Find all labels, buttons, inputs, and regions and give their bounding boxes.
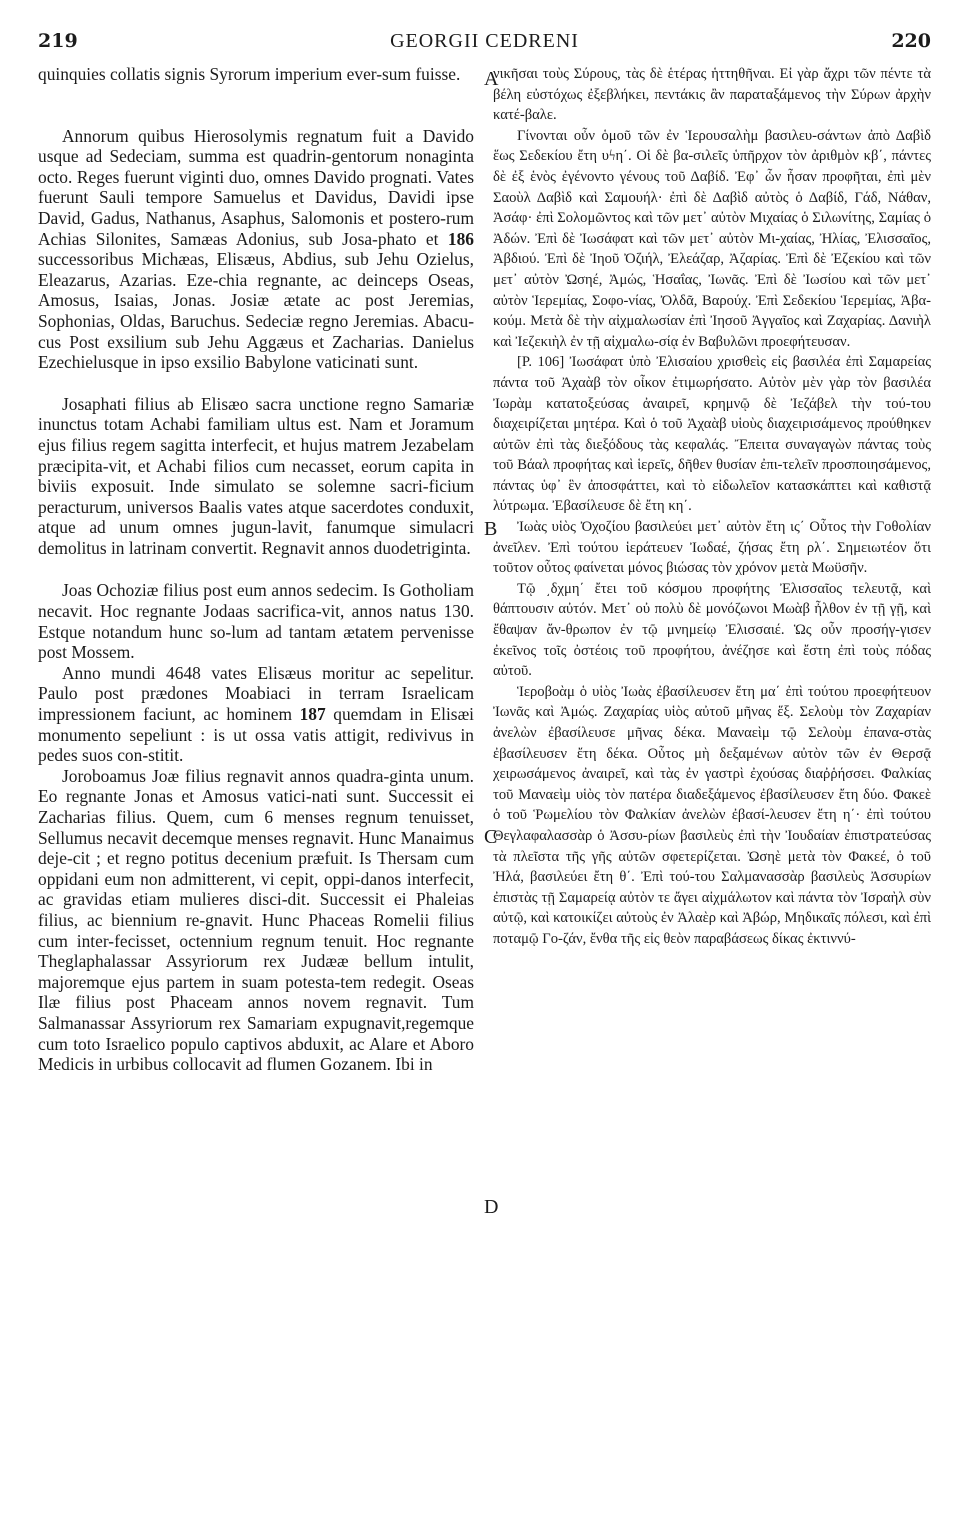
right-page-number: 220 [891, 30, 931, 52]
latin-column [38, 64, 474, 1075]
left-page-number: 219 [38, 30, 78, 52]
text-columns [38, 64, 931, 1218]
margin-number-187: 187 [299, 704, 326, 725]
greek-column [493, 64, 931, 1075]
greek-paragraph-3: [P. 106] Ἰωσάφατ ὑπὸ Ἐλισαίου χρισθεὶς εἰς βασιλέα ἐπὶ Σαμαρείας πάντα τοῦ Ἀχαὰβ τὸν οἶκον ἐτιμωρήσατο. Αὐτὸν μὲν γὰρ τὸν βασιλέα Ἰωρὰμ κατατοξεύσας ἀναιρεῖ, κρημνῷ δὲ Ἰεζάβελ τὴν τού-του διαχειρίζεται μητέρα. Καὶ ὁ τοῦ Ἀχαὰβ υἱοὺς διαχειρισάμενος προύθηκεν αὐτῶν ἐπὶ τὰς διεξόδους τὰς κεφαλάς. Ἔπειτα συναγαγὼν πάντας τοὺς τοῦ Βάαλ προφήτας καὶ ἱερεῖς, δῆθεν θυσίαν ἐπι-τελεῖν προσποιησάμενος, πάντας ὑφ᾽ ἓν ἀποσφάττει, καὶ τὸ εἰδωλεῖον κατασκάπτει καὶ καθιστᾷ λύτρωμα. Ἐβασίλευσε δὲ ἔτη κη΄. [493, 354, 931, 515]
latin-paragraph-2-rest: successoribus Michæas, Elisæus, Abdius, sub Jehu Ozielus, Eleazarus, Azarias. Eze-chia regnante, ac deinceps Oseas, Amosus, Isaias, Jonas. Josiæ ætate ac post Jeremias, Sophonias, Oldas, Baruchus. Sedeciæ regno Jeremias. Abacu-cus Post exsilium sub Jehu Aggæus et Zacharias. Danielus Ezechielusque in ipso exsilio Babylone vaticinati sunt. [38, 249, 474, 373]
margin-number-186: 186 [447, 228, 474, 249]
greek-paragraph-2: Γίνονται οὖν ὁμοῦ τῶν ἐν Ἱερουσαλὴμ βασιλευ-σάντων ἀπὸ Δαβὶδ ἕως Σεδεκίου ἔτη υϟη΄. Οἱ δὲ βα-σιλεῖς ὑπῆρχον τὸν ἀριθμὸν κβ΄, πάντες δὲ ἐξ ἑνὸς ἐγένοντο γένους τοῦ Δαβίδ. Ἐφ᾽ ὧν ἦσαν προφῆται, ἐπὶ μὲν Σαοὺλ Δαβὶδ καὶ Σαμουήλ· ἐπὶ δὲ Δαβὶδ αὐτὸς ὁ Δαβίδ, Γάδ, Νάθαν, Ἀσάφ· ἐπὶ Σολομῶντος καὶ τῶν μετ᾽ αὐτὸν Μιχαίας ὁ Σιλωνίτης, Σαμίας ὁ Ἀδών. Ἐπὶ δὲ Ἰωσάφατ καὶ τῶν μετ᾽ αὐτὸν Μι-χαίας, Ἠλίας, Ἐλισσαῖος, Ἀβδιού. Ἐπὶ δὲ Ἰηοῦ Ὀζιήλ, Ἐλεάζαρ, Ἀζαρίας. Ἐπὶ δὲ Ἐζεκίου καὶ τῶν μετ᾽ αὐτὸν Ὠσηέ, Ἀμώς, Ἡσαΐας, Ἰωνᾶς. Ἐπὶ δὲ Ἰωσίου καὶ τῶν μετ᾽ αὐτὸν Ἱερεμίας, Σοφο-νίας, Ὀλδᾶ, Βαρούχ. Ἐπὶ Σεδεκίου Ἱερεμίας, Ἀβα-κούμ. Μετὰ δὲ τὴν αἰχμαλωσίαν ἐπὶ Ἰησοῦ Ἀγγαῖος καὶ Ζαχαρίας. Δανιὴλ καὶ Ἰεζεκιὴλ ἐν τῇ αἰχμαλω-σίᾳ ἐν Βαβυλῶνι προεφήτευσαν. [493, 127, 931, 350]
greek-paragraph-5: Τῷ ͵δχμη΄ ἔτει τοῦ κόσμου προφήτης Ἐλισσαῖος τελευτᾷ, καὶ θάπτουσιν αὐτόν. Μετ᾽ οὐ πολὺ δὲ μονόζωνοι Μωὰβ ἦλθον ἐν τῇ γῇ, καὶ ἔθαψαν ἄν-θρωπον ἐν τῷ μνημείῳ Ἐλισσαιέ. Ὡς οὖν προσήγ-γισεν ἐκεῖνος τοῖς ὀστέοις τοῦ προφήτου, ἀνέζησε καὶ ἔστη ἐπὶ τοὺς πόδας αὐτοῦ. [493, 580, 931, 680]
latin-paragraph-3: Josaphati filius ab Elisæo sacra unctione regno Samariæ inunctus totam Achabi familiam ultus est. Nam et Joramum ejus filius regem sagitta interfecit, et hujus matrem Jezabelam præcipita-vit, et Achabi filios cum necasset, eorum capita in biviis exposuit. Inde simulato se solemne sacri-ficium peracturum, universos Baalis vates atque sacerdotes conduxit, atque ad unum omnes jugun-lavit, fanumque simulacri demolitus in latrinam convertit. Regnavit annos duodetriginta. [38, 393, 474, 558]
running-title: GEORGII CEDRENI [390, 30, 579, 52]
latin-paragraph-1: quinquies collatis signis Syrorum imperium ever-sum fuisse. [38, 64, 461, 84]
latin-paragraph-2 [38, 126, 474, 373]
greek-paragraph-4: Ἰωὰς υἱὸς Ὀχοζίου βασιλεύει μετ᾽ αὐτὸν ἔτη ις΄ Οὗτος τὴν Γοθολίαν ἀνεῖλεν. Ἐπὶ τούτου ἱεράτευεν Ἰωδαέ, ζήσας ἔτη ρλ΄. Σημειωτέον ὅτι τοῦτον οὗτος φαίνεται μόνος βιώσας τὸν χρόνον μετὰ Μωϋσῆν. [493, 519, 931, 577]
margin-letter-c: C [484, 826, 498, 848]
latin-paragraph-4: Joas Ochoziæ filius post eum annos sedecim. Is Gotholiam necavit. Hoc regnante Jodaas sacrifica-vit, annos natus 130. Estque notandum hunc so-lum ad tantam ætatem pervenisse post Mossem. [38, 580, 474, 663]
running-header [38, 30, 931, 64]
margin-letter-d: D [484, 1196, 499, 1218]
latin-paragraph-5-rest: quemdam in Elisæi monumento sepeliunt : is ut ossa vatis attigit, redivivus in pedes suos con-stitit. [38, 704, 474, 766]
latin-paragraph-5 [38, 663, 474, 766]
margin-letter-a: A [484, 68, 499, 90]
latin-paragraph-5-text: Anno mundi 4648 vates Elisæus moritur ac sepelitur. Paulo post prædones Moabiaci in terram Israelicam impressionem faciunt, ac hominem [38, 662, 474, 725]
greek-paragraph-1: νικῆσαι τοὺς Σύρους, τὰς δὲ ἑτέρας ἡττηθῆναι. Εἰ γὰρ ἄχρι τῶν πέντε τὰ βέλη εὐστόχως ἐξεβλήκει, πεντάκις ἂν παραταξάμενος τὴν Σύρων ἀρχὴν κατέ-βαλε. [493, 66, 931, 124]
latin-paragraph-2-text: Annorum quibus Hierosolymis regnatum fuit a Davido usque ad Sedeciam, summa est quadrin-gentorum nonaginta octo. Reges fuerunt viginti duo, omnes Davido prognati. Vates fuerunt Sauli tempore Samuelus et Davidus, Davidi ipse David, Gadus, Nathanus, Asaphus, Salomonis et postero-rum Achias Silonites, Samæas Adonius, sub Josa-phato et [38, 125, 474, 249]
greek-paragraph-6: Ἱεροβοὰμ ὁ υἱὸς Ἰωὰς ἐβασίλευσεν ἔτη μα΄ ἐπὶ τούτου προεφήτευον Ἰωνᾶς καὶ Ἀμώς. Ζαχαρίας υἱὸς αὐτοῦ μῆνας ἕξ. Σελοὺμ τὸν Ζαχαρίαν ἀνελὼν ἐβασίλευσε μῆνας δέκα. Μαναεὶμ τῷ Σελοὺμ ἐπανα-στὰς ἐβασίλευσεν ἔτη δέκα. Οὗτος μὴ δεξαμένων αὐτὸν τῶν ἐν Θερσᾷ χειρωσάμενος ἀναιρεῖ, καὶ τὰς ἐν γαστρὶ ἐχούσας διαῤῥήσσει. Φαλκίας τοῦ Μαναεὶμ υἱὸς τὸν πατέρα διαδεξάμενος ἐβασίλευσεν ἔτη δύο. Φακεὲ ὁ τοῦ Ῥωμελίου τὸν Φαλκίαν ἀνελὼν ἐβασί-λευσεν ἔτη η΄· ἐπὶ τούτου Θεγλαφαλασσὰρ ὁ Ἀσσυ-ρίων βασιλεὺς ἐπὶ τὴν Ἰουδαίαν ἐπιστρατεύσας τὰ πλεῖστα τῆς γῆς αὐτῶν σφετερίζεται. Ὠσηὲ μετὰ τὸν Φακεέ, ὁ τοῦ Ἠλά, βασιλεύει ἔτη θ΄. Ἐπὶ τού-του Σαλμανασσὰρ βασιλεὺς Ἀσσυρίων ἐπιστὰς τῇ Σαμαρείᾳ αὐτὸν τε ἄγει αἰχμάλωτον καὶ πάντα τὸν Ἰσραὴλ σὺν αὐτῷ, καὶ κατοικίζει αὐτοὺς ἐν Ἀλαὲρ καὶ Ἀβώρ, Μηδικαῖς πόλεσι, καὶ ἐπὶ ποταμῷ Γο-ζάν, ἔνθα τῆς εἰς θεὸν παραβάσεως δίκας ἐκτιννύ- [493, 683, 931, 947]
latin-paragraph-6: Joroboamus Joæ filius regnavit annos quadra-ginta unum. Eo regnante Jonas et Amosus vatici-nati sunt. Successit ei Zacharias filius. Quem, cum 6 menses regnum tenuisset, Sellumus necavit decemque menses regnavit. Hunc Manaimus deje-cit ; et regno potitus decenium præfuit. Is Thersam cum oppidani eum non admitterent, vi cepit, oppi-danos interfecit, ac gravidas etiam mulieres disci-dit. Successit ei Phaleias filius, ac biennium re-gnavit. Hunc Phaceas Romelii filius cum inter-fecisset, octennium regnum tenuit. Hoc regnante Theglaphalassar Assyriorum rex Judææ bellum intulit, majoremque ejus partem in suam potesta-tem redegit. Oseas Ilæ filius post Phaceam annos novem regnavit. Tum Salmanassar Assyriorum rex Samariam expugnavit,regemque cum toto Israelico populo captivos abduxit, ac Alare et Aboro Medicis in urbibus collocavit ad flumen Gozanem. Ibi in [38, 765, 474, 1075]
margin-letter-b: B [484, 518, 498, 540]
